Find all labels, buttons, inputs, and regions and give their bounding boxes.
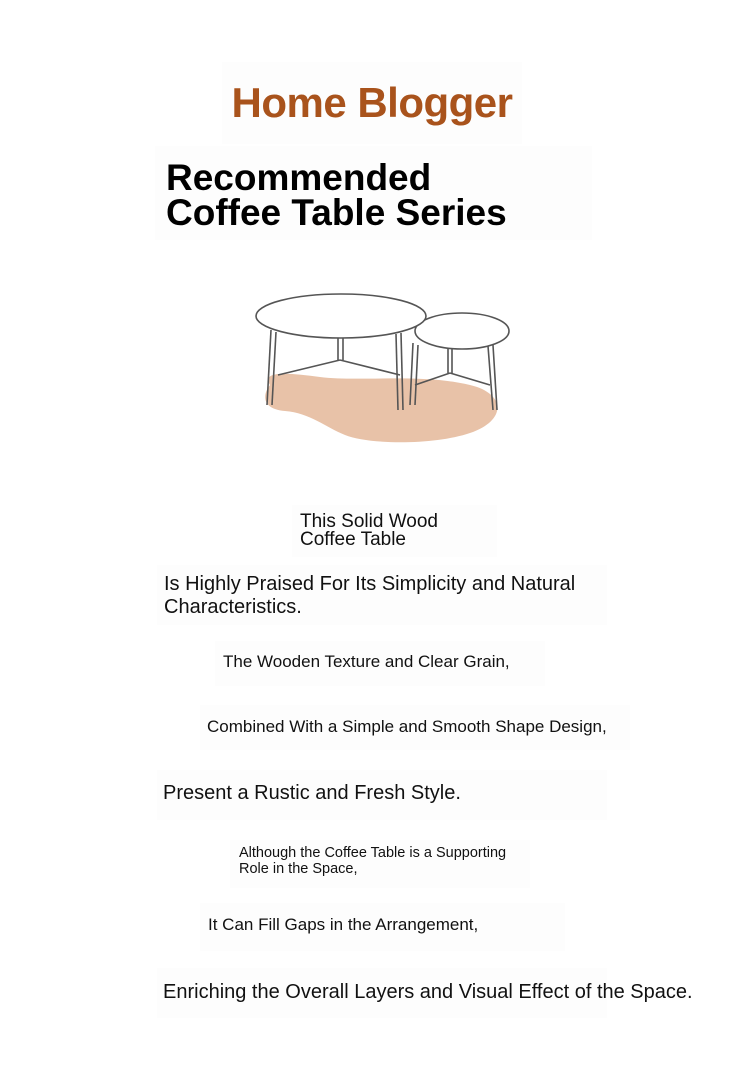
praise-text: Is Highly Praised For Its Simplicity and Natural Characteristics. bbox=[157, 565, 607, 625]
role-text bbox=[230, 840, 530, 888]
style-text: Present a Rustic and Fresh Style. bbox=[157, 770, 607, 820]
rug-shape bbox=[265, 374, 497, 443]
role-line-2: Role in the Space, bbox=[239, 861, 358, 877]
intro-text bbox=[292, 505, 497, 557]
enrich-text: Enriching the Overall Layers and Visual Effect of the Space. bbox=[157, 968, 607, 1018]
texture-text: The Wooden Texture and Clear Grain, bbox=[215, 641, 545, 686]
intro-line-2: Coffee Table bbox=[300, 529, 406, 550]
heading-line-1: Recommended bbox=[166, 157, 432, 198]
blog-brand-title: Home Blogger bbox=[222, 62, 522, 144]
coffee-table-icon bbox=[250, 285, 512, 450]
heading-line-2: Coffee Table Series bbox=[166, 192, 507, 233]
shape-text: Combined With a Simple and Smooth Shape Design, bbox=[200, 705, 630, 750]
intro-line-1: This Solid Wood bbox=[300, 511, 438, 532]
article-heading bbox=[155, 146, 592, 240]
gaps-text: It Can Fill Gaps in the Arrangement, bbox=[200, 903, 565, 951]
role-line-1: Although the Coffee Table is a Supporting bbox=[239, 845, 507, 861]
